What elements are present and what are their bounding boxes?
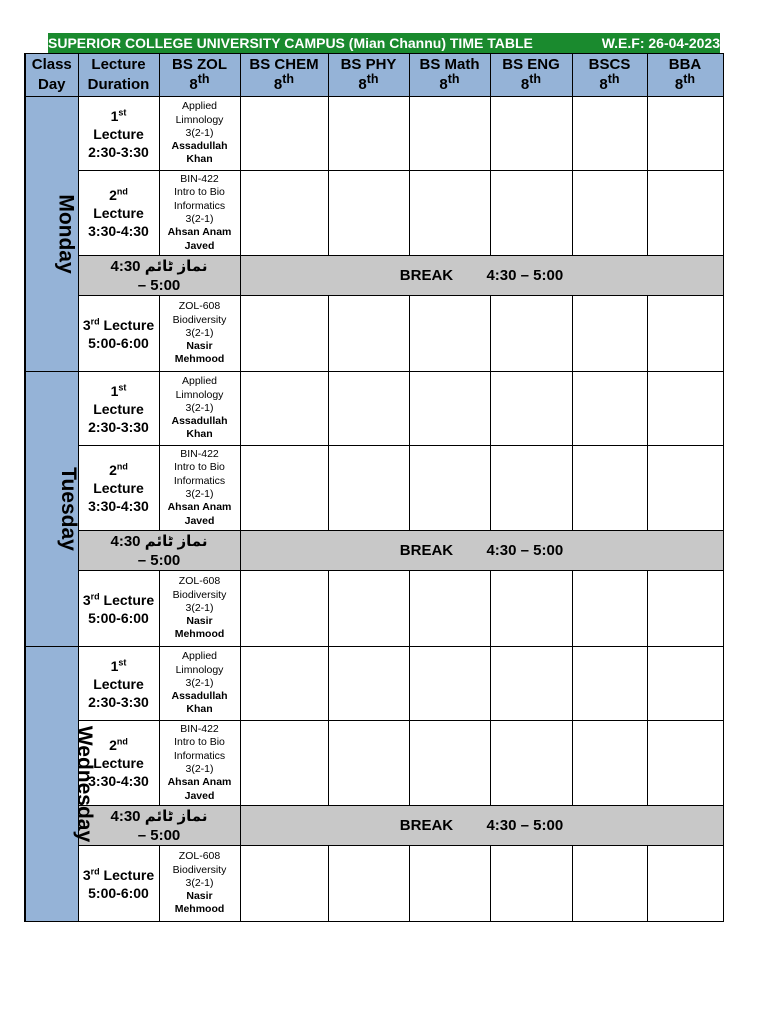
bs-math-cell xyxy=(409,446,490,531)
bs-math-cell xyxy=(409,97,490,171)
bba-cell xyxy=(647,171,723,256)
bba-cell xyxy=(647,372,723,446)
bs-phy-cell xyxy=(328,571,409,647)
break-row xyxy=(25,531,723,571)
lecture-duration: 3rd Lecture 5:00-6:00 xyxy=(78,296,159,372)
day-label: Tuesday xyxy=(56,467,80,551)
bs-chem-cell xyxy=(240,846,328,922)
bs-zol-course-cell: BIN-422 Intro to Bio Informatics 3(2-1) Ahsan Anam Javed xyxy=(159,171,240,256)
bs-chem-cell xyxy=(240,296,328,372)
timetable-body xyxy=(25,97,723,922)
break-time: 4:30 – 5:00 xyxy=(486,817,564,834)
bs-eng-cell xyxy=(490,647,572,721)
namaz-time-cell: نماز ٹائم 4:30 – 5:00 xyxy=(78,531,240,571)
bba-cell xyxy=(647,446,723,531)
bs-phy-cell xyxy=(328,296,409,372)
lecture-row xyxy=(25,647,723,721)
namaz-time-cell: نماز ٹائم 4:30 – 5:00 xyxy=(78,806,240,846)
bs-zol-course-cell: Applied Limnology 3(2-1) Assadullah Khan xyxy=(159,372,240,446)
bs-math-cell xyxy=(409,647,490,721)
bs-phy-cell xyxy=(328,372,409,446)
bs-zol-course-cell: BIN-422 Intro to Bio Informatics 3(2-1) Ahsan Anam Javed xyxy=(159,721,240,806)
bs-math-cell xyxy=(409,296,490,372)
bs-eng-cell xyxy=(490,721,572,806)
bs-chem-cell xyxy=(240,372,328,446)
namaz-time-cell: نماز ٹائم 4:30 – 5:00 xyxy=(78,256,240,296)
bscs-cell xyxy=(572,571,647,647)
bscs-cell xyxy=(572,846,647,922)
lecture-duration: 1st Lecture 2:30-3:30 xyxy=(78,647,159,721)
lecture-row xyxy=(25,846,723,922)
lecture-duration: 1st Lecture 2:30-3:30 xyxy=(78,97,159,171)
bs-zol-course-cell: ZOL-608 Biodiversity 3(2-1) Nasir Mehmood xyxy=(159,296,240,372)
break-cell xyxy=(240,806,723,846)
bs-phy-cell xyxy=(328,721,409,806)
bscs-cell xyxy=(572,721,647,806)
program-header-bba: BBA 8th xyxy=(647,54,723,97)
bs-eng-cell xyxy=(490,446,572,531)
break-label: BREAK xyxy=(399,542,454,559)
bba-cell xyxy=(647,97,723,171)
timetable-title: SUPERIOR COLLEGE UNIVERSITY CAMPUS (Mian Channu) TIME TABLE xyxy=(48,35,533,51)
bs-chem-cell xyxy=(240,97,328,171)
lecture-row xyxy=(25,446,723,531)
break-cell xyxy=(240,531,723,571)
bscs-cell xyxy=(572,446,647,531)
program-header-bs-chem: BS CHEM 8th xyxy=(240,54,328,97)
bs-phy-cell xyxy=(328,97,409,171)
break-label: BREAK xyxy=(399,817,454,834)
break-label: BREAK xyxy=(399,267,454,284)
header-row xyxy=(25,54,723,97)
bs-phy-cell xyxy=(328,446,409,531)
bba-cell xyxy=(647,647,723,721)
program-header-bs-phy: BS PHY 8th xyxy=(328,54,409,97)
bs-phy-cell xyxy=(328,846,409,922)
bs-math-cell xyxy=(409,846,490,922)
program-header-bs-eng: BS ENG 8th xyxy=(490,54,572,97)
lecture-row xyxy=(25,721,723,806)
day-label: Wednesday xyxy=(73,725,97,843)
bs-eng-cell xyxy=(490,296,572,372)
bscs-cell xyxy=(572,647,647,721)
lecture-row xyxy=(25,571,723,647)
break-row xyxy=(25,806,723,846)
lecture-row xyxy=(25,296,723,372)
bs-chem-cell xyxy=(240,171,328,256)
bs-math-cell xyxy=(409,571,490,647)
bba-cell xyxy=(647,571,723,647)
lecture-row xyxy=(25,372,723,446)
bs-eng-cell xyxy=(490,97,572,171)
bs-eng-cell xyxy=(490,846,572,922)
bs-math-cell xyxy=(409,372,490,446)
break-cell xyxy=(240,256,723,296)
program-header-bscs: BSCS 8th xyxy=(572,54,647,97)
lecture-duration: 2nd Lecture 3:30-4:30 xyxy=(78,446,159,531)
lecture-duration: 3rd Lecture 5:00-6:00 xyxy=(78,571,159,647)
program-header-bs-zol: BS ZOL 8th xyxy=(159,54,240,97)
break-time: 4:30 – 5:00 xyxy=(486,267,564,284)
day-cell-monday xyxy=(25,97,78,372)
bs-phy-cell xyxy=(328,171,409,256)
lecture-row xyxy=(25,97,723,171)
bs-chem-cell xyxy=(240,647,328,721)
bs-phy-cell xyxy=(328,647,409,721)
bs-chem-cell xyxy=(240,446,328,531)
bs-zol-course-cell: ZOL-608 Biodiversity 3(2-1) Nasir Mehmood xyxy=(159,846,240,922)
class-day-header: Class Day xyxy=(25,54,78,97)
program-header-bs-math: BS Math 8th xyxy=(409,54,490,97)
bs-eng-cell xyxy=(490,372,572,446)
lecture-row xyxy=(25,171,723,256)
effective-date: W.E.F: 26-04-2023 xyxy=(601,35,720,51)
lecture-duration-header: Lecture Duration xyxy=(78,54,159,97)
timetable-title-bar xyxy=(48,33,720,53)
lecture-duration: 2nd Lecture 3:30-4:30 xyxy=(78,721,159,806)
lecture-duration: 3rd Lecture 5:00-6:00 xyxy=(78,846,159,922)
day-cell-wednesday xyxy=(25,647,97,922)
bba-cell xyxy=(647,296,723,372)
bscs-cell xyxy=(572,372,647,446)
bs-zol-course-cell: BIN-422 Intro to Bio Informatics 3(2-1) Ahsan Anam Javed xyxy=(159,446,240,531)
bs-zol-course-cell: Applied Limnology 3(2-1) Assadullah Khan xyxy=(159,647,240,721)
timetable xyxy=(24,53,724,922)
day-label: Monday xyxy=(54,194,78,274)
bs-eng-cell xyxy=(490,571,572,647)
bscs-cell xyxy=(572,97,647,171)
bs-zol-course-cell: ZOL-608 Biodiversity 3(2-1) Nasir Mehmood xyxy=(159,571,240,647)
bs-chem-cell xyxy=(240,721,328,806)
bs-chem-cell xyxy=(240,571,328,647)
bs-eng-cell xyxy=(490,171,572,256)
bscs-cell xyxy=(572,171,647,256)
bscs-cell xyxy=(572,296,647,372)
bba-cell xyxy=(647,846,723,922)
bba-cell xyxy=(647,721,723,806)
day-cell-tuesday xyxy=(25,372,78,647)
bs-math-cell xyxy=(409,171,490,256)
lecture-duration: 2nd Lecture 3:30-4:30 xyxy=(78,171,159,256)
break-row xyxy=(25,256,723,296)
bs-math-cell xyxy=(409,721,490,806)
break-time: 4:30 – 5:00 xyxy=(486,542,564,559)
lecture-duration: 1st Lecture 2:30-3:30 xyxy=(78,372,159,446)
bs-zol-course-cell: Applied Limnology 3(2-1) Assadullah Khan xyxy=(159,97,240,171)
